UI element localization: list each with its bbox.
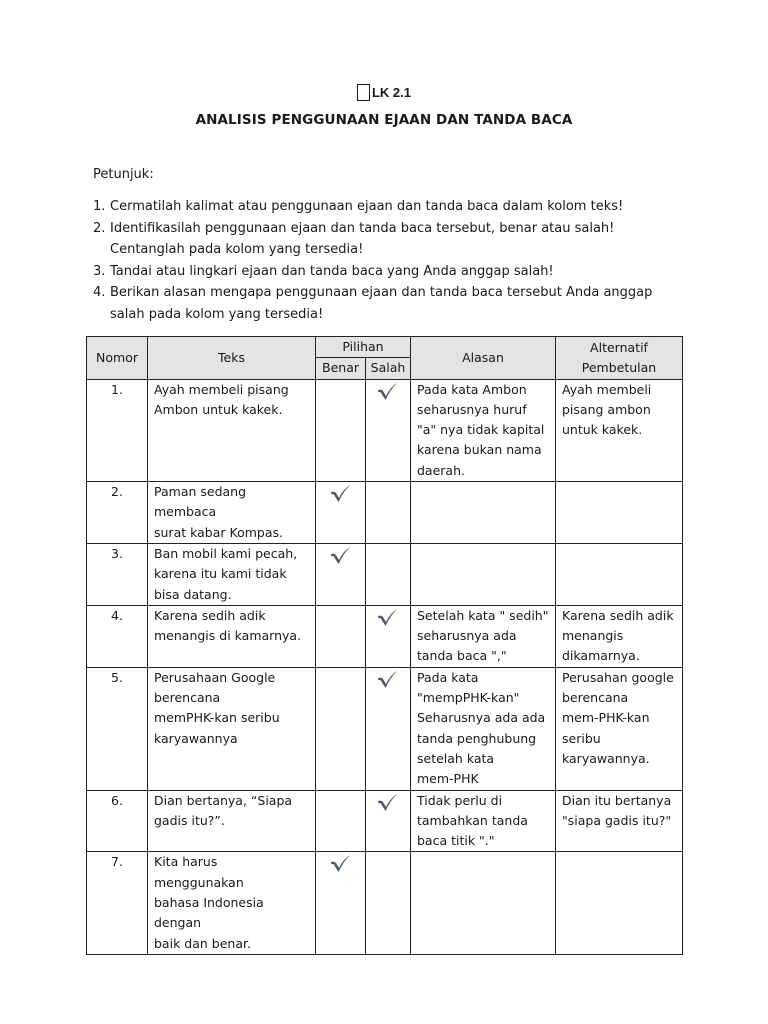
table-row [87,379,683,481]
instructions-label: Petunjuk: [93,167,154,182]
analysis-table [86,336,683,955]
benar-cell [316,482,366,544]
benar-cell [316,379,366,481]
instruction-item: 3. Tandai atau lingkari ejaan dan tanda baca yang Anda anggap salah! [93,263,554,279]
header-teks: Teks [148,337,316,380]
benar-cell [316,667,366,790]
salah-cell [366,667,411,790]
row-correction [556,852,683,954]
row-number: 2. [87,482,148,544]
benar-cell [316,605,366,667]
table-row [87,852,683,954]
benar-cell [316,790,366,852]
row-correction: Dian itu bertanya "siapa gadis itu?" [556,790,683,852]
instruction-item: 2. Identifikasilah penggunaan ejaan dan tanda baca tersebut, benar atau salah! Centanglah pada kolom yang tersedia! [93,220,615,257]
header-alternatif: Alternatif Pembetulan [556,337,683,380]
check-icon [377,607,399,627]
check-icon [330,483,352,503]
row-reason: Pada kata Ambon seharusnya huruf "a" nya tidak kapital karena bukan nama daerah. [411,379,556,481]
check-icon [377,381,399,401]
worksheet-code [0,84,768,101]
row-text: Ban mobil kami pecah, karena itu kami tidak bisa datang. [148,543,316,605]
salah-cell [366,482,411,544]
row-number: 4. [87,605,148,667]
salah-cell [366,379,411,481]
row-text: Karena sedih adik menangis di kamarnya. [148,605,316,667]
row-text: Ayah membeli pisang Ambon untuk kakek. [148,379,316,481]
row-correction [556,482,683,544]
row-correction: Ayah membeli pisang ambon untuk kakek. [556,379,683,481]
salah-cell [366,852,411,954]
row-correction [556,543,683,605]
table-row [87,482,683,544]
check-icon [330,545,352,565]
header-benar: Benar [316,358,366,379]
row-correction: Karena sedih adik menangis dikamarnya. [556,605,683,667]
header-pilihan: Pilihan [316,337,411,358]
check-icon [330,853,352,873]
row-reason: Pada kata "mempPHK-kan" Seharusnya ada ada tanda penghubung setelah kata mem-PHK [411,667,556,790]
row-text: Perusahaan Google berencana memPHK-kan seribu karyawannya [148,667,316,790]
header-nomor: Nomor [87,337,148,380]
table-row [87,605,683,667]
benar-cell [316,852,366,954]
check-icon [377,669,399,689]
page-title: ANALISIS PENGGUNAAN EJAAN DAN TANDA BACA [195,112,573,128]
row-reason: Setelah kata " sedih" seharusnya ada tanda baca "," [411,605,556,667]
worksheet-code-text: LK 2.1 [371,85,411,100]
row-number: 7. [87,852,148,954]
row-number: 5. [87,667,148,790]
row-reason [411,543,556,605]
salah-cell [366,790,411,852]
salah-cell [366,605,411,667]
instructions-list [93,196,673,325]
header-alasan: Alasan [411,337,556,380]
table-row [87,667,683,790]
row-number: 6. [87,790,148,852]
row-text: Dian bertanya, “Siapa gadis itu?”. [148,790,316,852]
row-number: 3. [87,543,148,605]
table-row [87,790,683,852]
header-salah: Salah [366,358,411,379]
row-text: Kita harus menggunakan bahasa Indonesia dengan baik dan benar. [148,852,316,954]
benar-cell [316,543,366,605]
instruction-item: 1. Cermatilah kalimat atau penggunaan ejaan dan tanda baca dalam kolom teks! [93,199,624,214]
salah-cell [366,543,411,605]
instruction-item: 4. Berikan alasan mengapa penggunaan ejaan dan tanda baca tersebut Anda anggap salah pada kolom yang tersedia! [93,285,653,322]
row-reason [411,852,556,954]
row-reason [411,482,556,544]
row-number: 1. [87,379,148,481]
table-row [87,543,683,605]
check-icon [377,792,399,812]
row-reason: Tidak perlu di tambahkan tanda baca titik "." [411,790,556,852]
row-text: Paman sedang membaca surat kabar Kompas. [148,482,316,544]
row-correction: Perusahan google berencana mem-PHK-kan seribu karyawannya. [556,667,683,790]
checkbox-icon [357,84,370,101]
